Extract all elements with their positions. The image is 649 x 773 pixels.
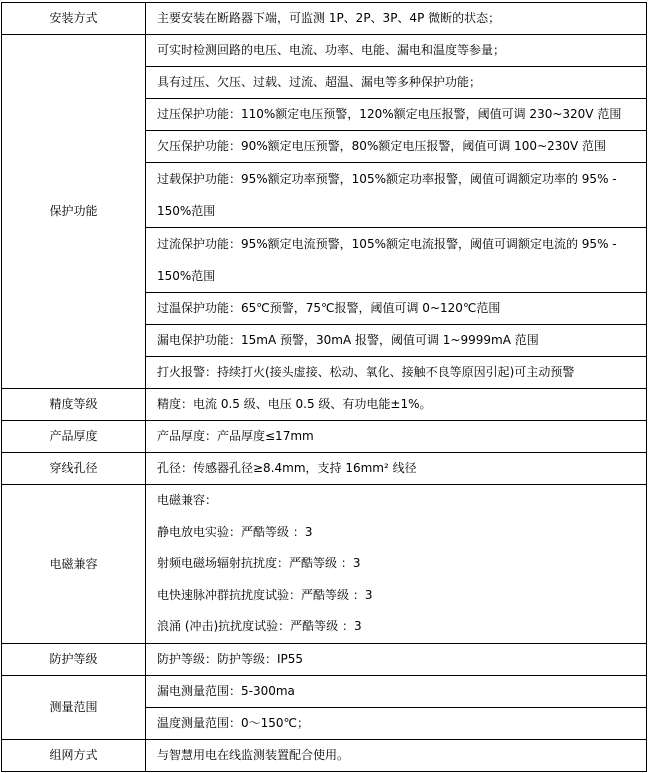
table-row-accuracy [2, 389, 647, 421]
table-row-thickness [2, 421, 647, 453]
row-label: 电磁兼容 [2, 485, 146, 644]
table-row-protection [2, 35, 647, 67]
row-value: 温度测量范围：0～150℃； [146, 708, 647, 740]
emc-line: 电快速脉冲群抗扰度试验：严酷等级 ：3 [157, 587, 373, 602]
row-label: 保护功能 [2, 35, 146, 389]
row-value: 过流保护功能：95%额定电流预警，105%额定电流报警，阈值可调额定电流的 95% - 150%范围 [146, 228, 647, 293]
row-value: 打火报警：持续打火(接头虚接、松动、氧化、接触不良等原因引起)可主动预警 [146, 357, 647, 389]
emc-line: 浪涌 (冲击)抗扰度试验：严酷等级 ：3 [157, 619, 362, 634]
row-label: 防护等级 [2, 644, 146, 676]
emc-line: 静电放电实验：严酷等级 ：3 [157, 524, 313, 539]
row-value: 漏电测量范围：5-300ma [146, 676, 647, 708]
row-label: 穿线孔径 [2, 453, 146, 485]
row-value: 过载保护功能：95%额定功率预警，105%额定功率报警，阈值可调额定功率的 95% - 150%范围 [146, 163, 647, 228]
row-label: 产品厚度 [2, 421, 146, 453]
table-row-install [2, 3, 647, 35]
row-label: 组网方式 [2, 740, 146, 772]
row-value: 产品厚度：产品厚度≤17mm [146, 421, 647, 453]
row-value: 可实时检测回路的电压、电流、功率、电能、漏电和温度等参量； [146, 35, 647, 67]
row-value: 具有过压、欠压、过载、过流、超温、漏电等多种保护功能； [146, 67, 647, 99]
row-value: 与智慧用电在线监测装置配合使用。 [146, 740, 647, 772]
table-row-range [2, 676, 647, 708]
row-value: 过压保护功能：110%额定电压预警，120%额定电压报警，阈值可调 230~320V 范围 [146, 99, 647, 131]
table-row-emc [2, 485, 647, 644]
row-value: 孔径：传感器孔径≥8.4mm，支持 16mm² 线径 [146, 453, 647, 485]
row-label: 测量范围 [2, 676, 146, 740]
row-value: 防护等级：防护等级：IP55 [146, 644, 647, 676]
row-value: 欠压保护功能：90%额定电压预警，80%额定电压报警，阈值可调 100~230V 范围 [146, 131, 647, 163]
table-row-ip [2, 644, 647, 676]
row-value: 过温保护功能：65℃预警，75℃报警，阈值可调 0~120℃范围 [146, 293, 647, 325]
table-row-network [2, 740, 647, 772]
emc-line: 电磁兼容： [157, 493, 218, 508]
row-label: 安装方式 [2, 3, 146, 35]
row-value: 主要安装在断路器下端，可监测 1P、2P、3P、4P 微断的状态； [146, 3, 647, 35]
row-label: 精度等级 [2, 389, 146, 421]
row-value [146, 485, 647, 644]
spec-table [1, 2, 647, 772]
table-row-hole [2, 453, 647, 485]
emc-line: 射频电磁场辐射抗扰度：严酷等级 ：3 [157, 556, 361, 571]
row-value: 精度：电流 0.5 级、电压 0.5 级、有功电能±1%。 [146, 389, 647, 421]
row-value: 漏电保护功能：15mA 预警，30mA 报警，阈值可调 1~9999mA 范围 [146, 325, 647, 357]
